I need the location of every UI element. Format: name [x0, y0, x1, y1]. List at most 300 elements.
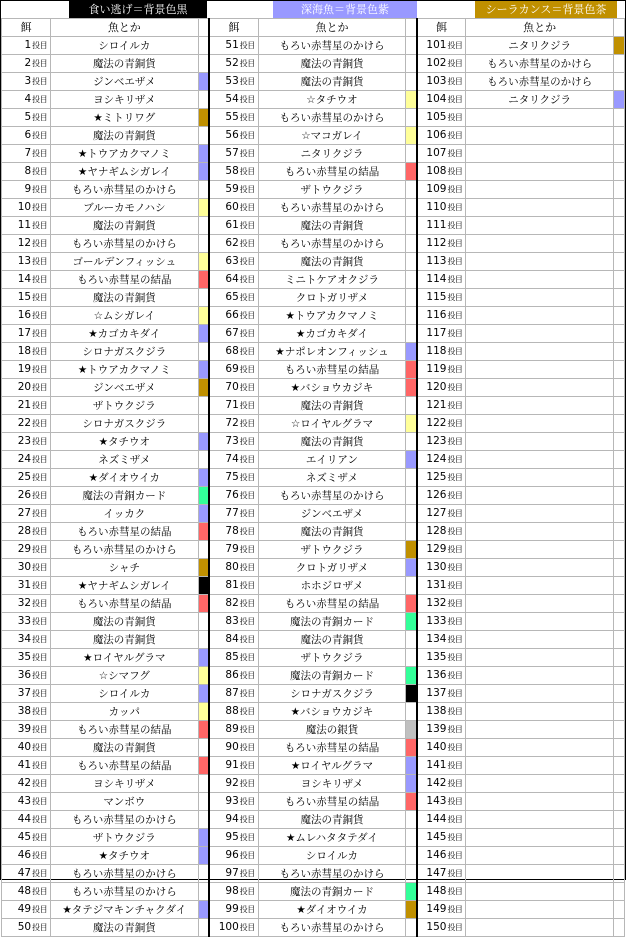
fish-cell[interactable]: シロナガスクジラ	[51, 343, 198, 361]
fish-cell[interactable]: シロイルカ	[51, 685, 198, 703]
cast-number-cell[interactable]	[209, 55, 258, 73]
cast-number-cell[interactable]	[2, 739, 51, 757]
color-marker-cell[interactable]	[198, 127, 209, 145]
cast-number-cell[interactable]	[2, 469, 51, 487]
cast-number-cell[interactable]	[2, 307, 51, 325]
fish-cell[interactable]	[466, 577, 613, 595]
fish-cell[interactable]: もろい赤彗星のかけら	[258, 487, 405, 505]
color-marker-cell[interactable]	[198, 613, 209, 631]
color-marker-cell[interactable]	[613, 433, 624, 451]
color-marker-cell[interactable]	[613, 253, 624, 271]
color-marker-cell[interactable]	[406, 631, 417, 649]
color-marker-cell[interactable]	[406, 613, 417, 631]
fish-cell[interactable]: ★トウアカクマノミ	[51, 361, 198, 379]
cast-number-cell[interactable]	[209, 433, 258, 451]
cast-number-cell[interactable]	[417, 325, 466, 343]
color-marker-cell[interactable]	[198, 631, 209, 649]
cast-number-cell[interactable]	[209, 307, 258, 325]
color-marker-cell[interactable]	[613, 73, 624, 91]
fish-cell[interactable]: 魔法の青銅貨	[51, 217, 198, 235]
cast-number-cell[interactable]	[2, 127, 51, 145]
fish-cell[interactable]: ★ナポレオンフィッシュ	[258, 343, 405, 361]
cast-number-cell[interactable]	[417, 235, 466, 253]
fish-cell[interactable]: 魔法の銀貨	[258, 721, 405, 739]
color-marker-cell[interactable]	[198, 667, 209, 685]
cast-number-cell[interactable]	[2, 397, 51, 415]
cast-number-cell[interactable]	[209, 901, 258, 919]
fish-cell[interactable]: ザトウクジラ	[258, 181, 405, 199]
cast-number-cell[interactable]	[209, 91, 258, 109]
color-marker-cell[interactable]	[198, 253, 209, 271]
fish-cell[interactable]: 魔法の青銅貨	[51, 613, 198, 631]
cast-number-cell[interactable]	[2, 649, 51, 667]
cast-number-cell[interactable]	[417, 217, 466, 235]
fish-cell[interactable]: 魔法の青銅貨	[258, 55, 405, 73]
color-marker-cell[interactable]	[406, 163, 417, 181]
fish-cell[interactable]	[466, 163, 613, 181]
cast-number-cell[interactable]	[2, 163, 51, 181]
fish-cell[interactable]: クロトガリザメ	[258, 559, 405, 577]
fish-cell[interactable]: ★ダイオウイカ	[258, 901, 405, 919]
cast-number-cell[interactable]	[2, 487, 51, 505]
color-marker-cell[interactable]	[613, 505, 624, 523]
fish-cell[interactable]	[466, 739, 613, 757]
color-marker-cell[interactable]	[406, 739, 417, 757]
color-marker-cell[interactable]	[613, 829, 624, 847]
fish-cell[interactable]: もろい赤彗星の結晶	[51, 271, 198, 289]
color-marker-cell[interactable]	[198, 793, 209, 811]
cast-number-cell[interactable]	[417, 613, 466, 631]
cast-number-cell[interactable]	[417, 721, 466, 739]
cast-number-cell[interactable]	[417, 73, 466, 91]
cast-number-cell[interactable]	[2, 91, 51, 109]
fish-cell[interactable]: ★ロイヤルグラマ	[51, 649, 198, 667]
cast-number-cell[interactable]	[417, 127, 466, 145]
color-marker-cell[interactable]	[198, 721, 209, 739]
fish-cell[interactable]	[466, 721, 613, 739]
fish-cell[interactable]	[466, 469, 613, 487]
cast-number-cell[interactable]	[417, 271, 466, 289]
cast-number-cell[interactable]	[209, 739, 258, 757]
fish-cell[interactable]: シロナガスクジラ	[258, 685, 405, 703]
color-marker-cell[interactable]	[613, 721, 624, 739]
cast-number-cell[interactable]	[209, 145, 258, 163]
fish-cell[interactable]: ★タチウオ	[51, 433, 198, 451]
color-marker-cell[interactable]	[613, 685, 624, 703]
fish-cell[interactable]	[466, 379, 613, 397]
fish-cell[interactable]: 魔法の青銅貨	[51, 631, 198, 649]
cast-number-cell[interactable]	[2, 685, 51, 703]
fish-cell[interactable]	[466, 109, 613, 127]
cast-number-cell[interactable]	[417, 343, 466, 361]
fish-cell[interactable]: 魔法の青銅カード	[258, 613, 405, 631]
color-marker-cell[interactable]	[406, 721, 417, 739]
color-marker-cell[interactable]	[613, 397, 624, 415]
cast-number-cell[interactable]	[417, 145, 466, 163]
color-marker-cell[interactable]	[198, 307, 209, 325]
cast-number-cell[interactable]	[209, 541, 258, 559]
color-marker-cell[interactable]	[613, 199, 624, 217]
cast-number-cell[interactable]	[209, 757, 258, 775]
cast-number-cell[interactable]	[2, 235, 51, 253]
fish-cell[interactable]: ネズミザメ	[258, 469, 405, 487]
color-marker-cell[interactable]	[198, 37, 209, 55]
cast-number-cell[interactable]	[209, 343, 258, 361]
fish-cell[interactable]: もろい赤彗星の結晶	[51, 721, 198, 739]
cast-number-cell[interactable]	[417, 55, 466, 73]
fish-cell[interactable]: ★タテジマキンチャクダイ	[51, 901, 198, 919]
color-marker-cell[interactable]	[406, 703, 417, 721]
fish-cell[interactable]: もろい赤彗星のかけら	[466, 55, 613, 73]
color-marker-cell[interactable]	[613, 145, 624, 163]
fish-cell[interactable]	[466, 253, 613, 271]
cast-number-cell[interactable]	[417, 703, 466, 721]
fish-cell[interactable]: 魔法の青銅貨	[258, 397, 405, 415]
color-marker-cell[interactable]	[613, 415, 624, 433]
cast-number-cell[interactable]	[209, 487, 258, 505]
fish-cell[interactable]: ホホジロザメ	[258, 577, 405, 595]
color-marker-cell[interactable]	[613, 577, 624, 595]
fish-cell[interactable]	[466, 361, 613, 379]
fish-cell[interactable]	[466, 649, 613, 667]
fish-cell[interactable]	[466, 343, 613, 361]
fish-cell[interactable]: 魔法の青銅貨	[258, 253, 405, 271]
cast-number-cell[interactable]	[209, 721, 258, 739]
cast-number-cell[interactable]	[2, 451, 51, 469]
color-marker-cell[interactable]	[613, 775, 624, 793]
fish-cell[interactable]: ヨシキリザメ	[258, 775, 405, 793]
color-marker-cell[interactable]	[613, 811, 624, 829]
color-marker-cell[interactable]	[406, 325, 417, 343]
color-marker-cell[interactable]	[198, 757, 209, 775]
cast-number-cell[interactable]	[209, 505, 258, 523]
cast-number-cell[interactable]	[417, 91, 466, 109]
cast-number-cell[interactable]	[417, 415, 466, 433]
color-marker-cell[interactable]	[198, 325, 209, 343]
fish-cell[interactable]	[466, 811, 613, 829]
cast-number-cell[interactable]	[2, 793, 51, 811]
fish-cell[interactable]: もろい赤彗星のかけら	[258, 199, 405, 217]
color-marker-cell[interactable]	[406, 73, 417, 91]
color-marker-cell[interactable]	[406, 415, 417, 433]
fish-cell[interactable]: ブルーカモノハシ	[51, 199, 198, 217]
cast-number-cell[interactable]	[209, 649, 258, 667]
fish-cell[interactable]	[466, 271, 613, 289]
color-marker-cell[interactable]	[406, 235, 417, 253]
color-marker-cell[interactable]	[406, 595, 417, 613]
cast-number-cell[interactable]	[417, 649, 466, 667]
cast-number-cell[interactable]	[417, 685, 466, 703]
color-marker-cell[interactable]	[198, 703, 209, 721]
fish-cell[interactable]: もろい赤彗星のかけら	[51, 181, 198, 199]
fish-cell[interactable]: ☆タチウオ	[258, 91, 405, 109]
fish-cell[interactable]: ★ヤナギムシガレイ	[51, 163, 198, 181]
fish-cell[interactable]	[466, 685, 613, 703]
cast-number-cell[interactable]	[417, 37, 466, 55]
cast-number-cell[interactable]	[209, 631, 258, 649]
color-marker-cell[interactable]	[198, 505, 209, 523]
cast-number-cell[interactable]	[2, 271, 51, 289]
color-marker-cell[interactable]	[406, 883, 417, 901]
fish-cell[interactable]	[466, 523, 613, 541]
fish-cell[interactable]	[466, 505, 613, 523]
color-marker-cell[interactable]	[613, 739, 624, 757]
color-marker-cell[interactable]	[198, 271, 209, 289]
fish-cell[interactable]: ゴールデンフィッシュ	[51, 253, 198, 271]
fish-cell[interactable]	[466, 829, 613, 847]
fish-cell[interactable]	[466, 613, 613, 631]
color-marker-cell[interactable]	[406, 37, 417, 55]
color-marker-cell[interactable]	[406, 775, 417, 793]
color-marker-cell[interactable]	[198, 595, 209, 613]
cast-number-cell[interactable]	[209, 595, 258, 613]
fish-cell[interactable]: もろい赤彗星のかけら	[51, 811, 198, 829]
cast-number-cell[interactable]	[209, 613, 258, 631]
fish-cell[interactable]	[466, 883, 613, 901]
cast-number-cell[interactable]	[417, 469, 466, 487]
cast-number-cell[interactable]	[417, 847, 466, 865]
color-marker-cell[interactable]	[613, 109, 624, 127]
cast-number-cell[interactable]	[209, 361, 258, 379]
color-marker-cell[interactable]	[198, 145, 209, 163]
cast-number-cell[interactable]	[417, 181, 466, 199]
cast-number-cell[interactable]	[209, 109, 258, 127]
cast-number-cell[interactable]	[209, 163, 258, 181]
color-marker-cell[interactable]	[406, 91, 417, 109]
fish-cell[interactable]	[466, 397, 613, 415]
fish-cell[interactable]: イッカク	[51, 505, 198, 523]
cast-number-cell[interactable]	[209, 775, 258, 793]
color-marker-cell[interactable]	[613, 451, 624, 469]
cast-number-cell[interactable]	[209, 181, 258, 199]
color-marker-cell[interactable]	[198, 451, 209, 469]
fish-cell[interactable]: もろい赤彗星の結晶	[258, 361, 405, 379]
color-marker-cell[interactable]	[406, 379, 417, 397]
fish-cell[interactable]	[466, 145, 613, 163]
cast-number-cell[interactable]	[2, 577, 51, 595]
fish-cell[interactable]: ザトウクジラ	[51, 397, 198, 415]
color-marker-cell[interactable]	[406, 919, 417, 937]
color-marker-cell[interactable]	[613, 289, 624, 307]
color-marker-cell[interactable]	[198, 577, 209, 595]
color-marker-cell[interactable]	[613, 901, 624, 919]
color-marker-cell[interactable]	[406, 145, 417, 163]
fish-cell[interactable]: シロナガスクジラ	[51, 415, 198, 433]
cast-number-cell[interactable]	[2, 901, 51, 919]
fish-cell[interactable]: もろい赤彗星のかけら	[51, 865, 198, 883]
cast-number-cell[interactable]	[209, 235, 258, 253]
cast-number-cell[interactable]	[2, 595, 51, 613]
color-marker-cell[interactable]	[198, 739, 209, 757]
color-marker-cell[interactable]	[406, 685, 417, 703]
fish-cell[interactable]: 魔法の青銅貨	[258, 811, 405, 829]
fish-cell[interactable]	[466, 415, 613, 433]
cast-number-cell[interactable]	[2, 919, 51, 937]
fish-cell[interactable]	[466, 433, 613, 451]
fish-cell[interactable]: ★ヤナギムシガレイ	[51, 577, 198, 595]
fish-cell[interactable]	[466, 181, 613, 199]
cast-number-cell[interactable]	[417, 541, 466, 559]
color-marker-cell[interactable]	[406, 811, 417, 829]
fish-cell[interactable]: ★ロイヤルグラマ	[258, 757, 405, 775]
cast-number-cell[interactable]	[417, 631, 466, 649]
color-marker-cell[interactable]	[406, 541, 417, 559]
color-marker-cell[interactable]	[613, 595, 624, 613]
color-marker-cell[interactable]	[198, 433, 209, 451]
color-marker-cell[interactable]	[198, 559, 209, 577]
fish-cell[interactable]: もろい赤彗星のかけら	[51, 883, 198, 901]
cast-number-cell[interactable]	[209, 379, 258, 397]
cast-number-cell[interactable]	[2, 667, 51, 685]
color-marker-cell[interactable]	[406, 181, 417, 199]
color-marker-cell[interactable]	[198, 361, 209, 379]
color-marker-cell[interactable]	[406, 271, 417, 289]
cast-number-cell[interactable]	[2, 109, 51, 127]
color-marker-cell[interactable]	[613, 919, 624, 937]
fish-cell[interactable]	[466, 541, 613, 559]
fish-cell[interactable]: ジンベエザメ	[51, 73, 198, 91]
color-marker-cell[interactable]	[613, 379, 624, 397]
fish-cell[interactable]: ★カゴカキダイ	[258, 325, 405, 343]
fish-cell[interactable]: ニタリクジラ	[466, 37, 613, 55]
cast-number-cell[interactable]	[2, 361, 51, 379]
fish-cell[interactable]: もろい赤彗星のかけら	[51, 541, 198, 559]
color-marker-cell[interactable]	[406, 397, 417, 415]
fish-cell[interactable]: シロイルカ	[51, 37, 198, 55]
cast-number-cell[interactable]	[2, 505, 51, 523]
fish-cell[interactable]: もろい赤彗星のかけら	[258, 109, 405, 127]
fish-cell[interactable]: もろい赤彗星のかけら	[51, 235, 198, 253]
color-marker-cell[interactable]	[406, 901, 417, 919]
fish-cell[interactable]: もろい赤彗星のかけら	[258, 37, 405, 55]
fish-cell[interactable]: エイリアン	[258, 451, 405, 469]
color-marker-cell[interactable]	[406, 199, 417, 217]
color-marker-cell[interactable]	[198, 235, 209, 253]
cast-number-cell[interactable]	[417, 559, 466, 577]
fish-cell[interactable]: 魔法の青銅カード	[258, 667, 405, 685]
cast-number-cell[interactable]	[417, 433, 466, 451]
color-marker-cell[interactable]	[613, 631, 624, 649]
cast-number-cell[interactable]	[209, 703, 258, 721]
color-marker-cell[interactable]	[198, 379, 209, 397]
cast-number-cell[interactable]	[2, 145, 51, 163]
fish-cell[interactable]	[466, 775, 613, 793]
fish-cell[interactable]: もろい赤彗星の結晶	[258, 739, 405, 757]
cast-number-cell[interactable]	[209, 685, 258, 703]
color-marker-cell[interactable]	[406, 523, 417, 541]
fish-cell[interactable]	[466, 847, 613, 865]
cast-number-cell[interactable]	[2, 811, 51, 829]
fish-cell[interactable]	[466, 289, 613, 307]
color-marker-cell[interactable]	[406, 55, 417, 73]
color-marker-cell[interactable]	[613, 559, 624, 577]
color-marker-cell[interactable]	[613, 127, 624, 145]
color-marker-cell[interactable]	[198, 343, 209, 361]
color-marker-cell[interactable]	[613, 793, 624, 811]
color-marker-cell[interactable]	[613, 181, 624, 199]
color-marker-cell[interactable]	[406, 217, 417, 235]
color-marker-cell[interactable]	[406, 505, 417, 523]
fish-cell[interactable]: ★トウアカクマノミ	[258, 307, 405, 325]
color-marker-cell[interactable]	[198, 919, 209, 937]
cast-number-cell[interactable]	[2, 721, 51, 739]
fish-cell[interactable]	[466, 451, 613, 469]
color-marker-cell[interactable]	[613, 307, 624, 325]
color-marker-cell[interactable]	[613, 361, 624, 379]
cast-number-cell[interactable]	[2, 847, 51, 865]
cast-number-cell[interactable]	[2, 379, 51, 397]
cast-number-cell[interactable]	[2, 325, 51, 343]
cast-number-cell[interactable]	[209, 559, 258, 577]
color-marker-cell[interactable]	[406, 559, 417, 577]
fish-cell[interactable]: ☆シマフグ	[51, 667, 198, 685]
cast-number-cell[interactable]	[209, 919, 258, 937]
fish-cell[interactable]: マンボウ	[51, 793, 198, 811]
color-marker-cell[interactable]	[198, 541, 209, 559]
cast-number-cell[interactable]	[209, 793, 258, 811]
cast-number-cell[interactable]	[209, 37, 258, 55]
color-marker-cell[interactable]	[198, 523, 209, 541]
fish-cell[interactable]: ニタリクジラ	[466, 91, 613, 109]
color-marker-cell[interactable]	[198, 73, 209, 91]
cast-number-cell[interactable]	[2, 631, 51, 649]
fish-cell[interactable]	[466, 235, 613, 253]
cast-number-cell[interactable]	[2, 703, 51, 721]
cast-number-cell[interactable]	[2, 343, 51, 361]
cast-number-cell[interactable]	[417, 451, 466, 469]
cast-number-cell[interactable]	[417, 199, 466, 217]
cast-number-cell[interactable]	[417, 595, 466, 613]
cast-number-cell[interactable]	[2, 55, 51, 73]
color-marker-cell[interactable]	[613, 883, 624, 901]
fish-cell[interactable]: ヨシキリザメ	[51, 91, 198, 109]
cast-number-cell[interactable]	[417, 109, 466, 127]
cast-number-cell[interactable]	[209, 415, 258, 433]
cast-number-cell[interactable]	[2, 541, 51, 559]
cast-number-cell[interactable]	[209, 271, 258, 289]
color-marker-cell[interactable]	[198, 109, 209, 127]
color-marker-cell[interactable]	[613, 541, 624, 559]
color-marker-cell[interactable]	[613, 91, 624, 109]
color-marker-cell[interactable]	[198, 217, 209, 235]
fish-cell[interactable]	[466, 901, 613, 919]
fish-cell[interactable]: もろい赤彗星のかけら	[258, 865, 405, 883]
color-marker-cell[interactable]	[406, 343, 417, 361]
color-marker-cell[interactable]	[198, 55, 209, 73]
fish-cell[interactable]	[466, 793, 613, 811]
cast-number-cell[interactable]	[209, 253, 258, 271]
cast-number-cell[interactable]	[2, 523, 51, 541]
fish-cell[interactable]: 魔法の青銅貨	[258, 433, 405, 451]
color-marker-cell[interactable]	[613, 613, 624, 631]
color-marker-cell[interactable]	[198, 883, 209, 901]
color-marker-cell[interactable]	[406, 487, 417, 505]
fish-cell[interactable]: ★ムレハタタテダイ	[258, 829, 405, 847]
color-marker-cell[interactable]	[198, 811, 209, 829]
fish-cell[interactable]	[466, 217, 613, 235]
cast-number-cell[interactable]	[417, 901, 466, 919]
cast-number-cell[interactable]	[209, 127, 258, 145]
color-marker-cell[interactable]	[198, 199, 209, 217]
color-marker-cell[interactable]	[198, 487, 209, 505]
color-marker-cell[interactable]	[198, 181, 209, 199]
fish-cell[interactable]: 魔法の青銅カード	[51, 487, 198, 505]
fish-cell[interactable]	[466, 127, 613, 145]
color-marker-cell[interactable]	[406, 307, 417, 325]
cast-number-cell[interactable]	[417, 163, 466, 181]
fish-cell[interactable]: ミニトケアオクジラ	[258, 271, 405, 289]
color-marker-cell[interactable]	[613, 649, 624, 667]
